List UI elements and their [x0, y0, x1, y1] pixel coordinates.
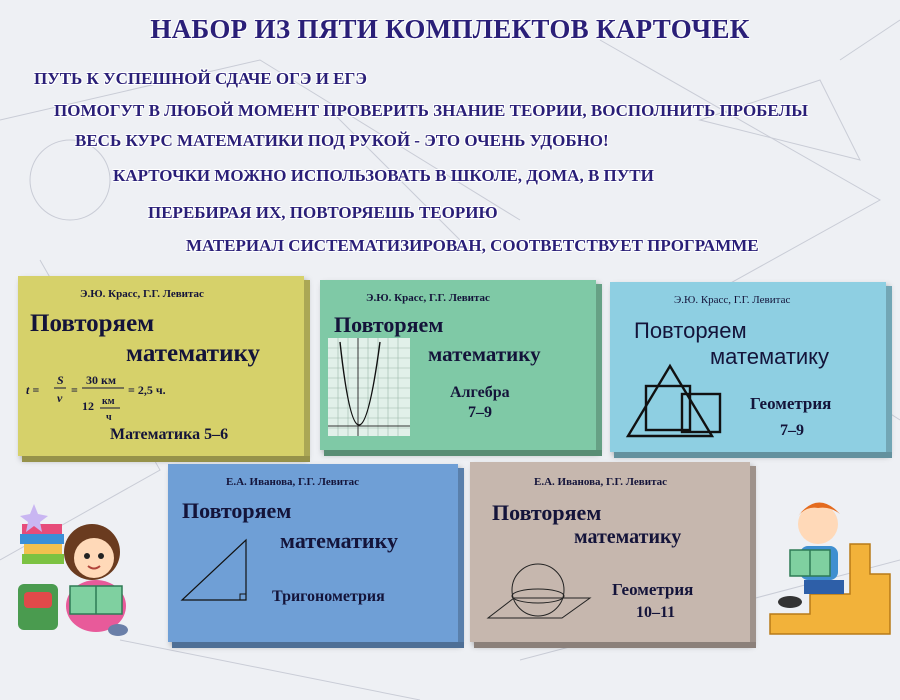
card-title-line1: Повторяем	[30, 310, 155, 337]
benefit-line-1: ПУТЬ К УСПЕШНОЙ СДАЧЕ ОГЭ И ЕГЭ	[34, 69, 367, 88]
card-set-algebra-7-9[interactable]	[320, 280, 596, 450]
formula-den: 12	[82, 399, 94, 413]
card-grade: 7–9	[468, 404, 492, 421]
benefit-line-5: ПЕРЕБИРАЯ ИХ, ПОВТОРЯЕШЬ ТЕОРИЮ	[148, 203, 498, 222]
card-set-math-5-6[interactable]	[18, 276, 304, 456]
card-authors: Э.Ю. Красс, Г.Г. Левитас	[674, 294, 791, 306]
card-title-line2: математику	[710, 344, 830, 369]
card-title-line1: Повторяем	[492, 500, 602, 525]
right-triangle-icon	[176, 534, 254, 606]
card-subtitle: Тригонометрия	[272, 588, 385, 605]
card-authors: Э.Ю. Красс, Г.Г. Левитас	[366, 292, 490, 304]
formula-den-frac-den: ч	[106, 412, 112, 423]
card-authors: Э.Ю. Красс, Г.Г. Левитас	[80, 288, 204, 300]
girl-reading-illustration	[10, 494, 160, 644]
card-title-line1: Повторяем	[634, 318, 747, 343]
benefit-line-2: ПОМОГУТ В ЛЮБОЙ МОМЕНТ ПРОВЕРИТЬ ЗНАНИЕ ТЕОРИИ, ВОСПОЛНИТЬ ПРОБЕЛЫ	[54, 101, 808, 120]
formula-result: = 2,5 ч.	[128, 383, 166, 397]
formula-num: 30 км	[86, 374, 117, 387]
card-grade: 10–11	[636, 604, 676, 621]
card-title-line2: математику	[280, 528, 398, 553]
card-subtitle: Геометрия	[612, 580, 694, 599]
formula-t: t =	[26, 383, 40, 397]
formula-v: v	[57, 391, 63, 405]
card-set-trigonometry[interactable]	[168, 464, 458, 642]
formula-eq: =	[71, 383, 78, 397]
benefit-line-3: ВЕСЬ КУРС МАТЕМАТИКИ ПОД РУКОЙ - ЭТО ОЧЕНЬ УДОБНО!	[75, 131, 609, 150]
sphere-plane-icon	[484, 558, 594, 632]
boy-reading-illustration	[760, 484, 896, 644]
card-title-line1: Повторяем	[182, 498, 292, 523]
speed-formula	[24, 374, 214, 426]
parabola-graph-icon	[328, 338, 410, 436]
card-grade: 7–9	[780, 422, 804, 439]
card-set-geometry-7-9[interactable]	[610, 282, 886, 452]
page-title: НАБОР ИЗ ПЯТИ КОМПЛЕКТОВ КАРТОЧЕК	[150, 14, 750, 44]
card-subtitle: Алгебра	[450, 384, 510, 401]
card-subtitle: Математика 5–6	[110, 426, 229, 443]
formula-s: S	[57, 374, 64, 387]
benefit-line-4: КАРТОЧКИ МОЖНО ИСПОЛЬЗОВАТЬ В ШКОЛЕ, ДОМА, В ПУТИ	[113, 166, 654, 185]
card-set-geometry-10-11[interactable]	[470, 462, 750, 642]
card-title-line2: математику	[428, 342, 541, 366]
card-authors: Е.А. Иванова, Г.Г. Левитас	[226, 476, 359, 488]
card-authors: Е.А. Иванова, Г.Г. Левитас	[534, 476, 667, 488]
benefit-line-6: МАТЕРИАЛ СИСТЕМАТИЗИРОВАН, СООТВЕТСТВУЕТ ПРОГРАММЕ	[186, 236, 759, 255]
card-subtitle: Геометрия	[750, 394, 832, 413]
formula-den-frac-num: км	[102, 396, 115, 407]
card-title-line2: математику	[574, 526, 682, 548]
card-title-line2: математику	[126, 340, 261, 367]
card-title-line1: Повторяем	[334, 312, 444, 337]
geometric-shapes-icon	[624, 360, 734, 442]
